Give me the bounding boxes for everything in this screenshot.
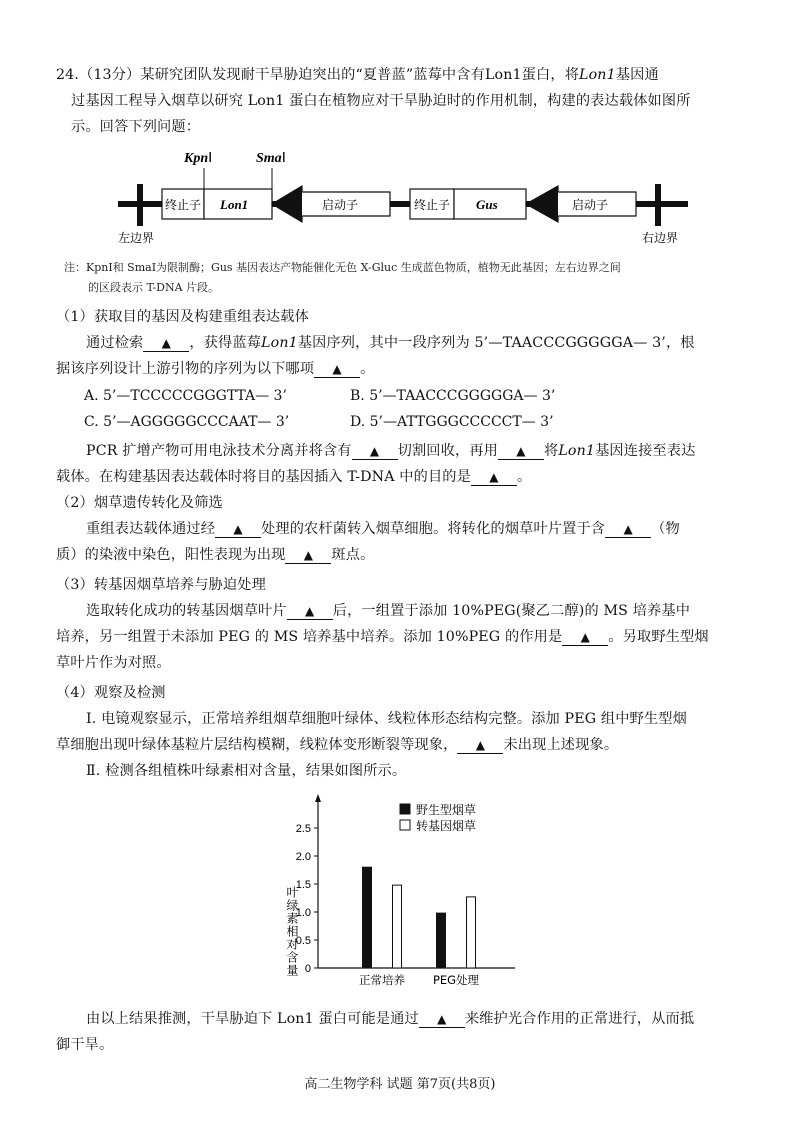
part3-text: 培养，另一组置于未添加 PEG 的 MS 培养基中培养。添加 10%PEG 的作用是 xyxy=(56,629,563,645)
stem-line-3: 示。回答下列问题： xyxy=(71,119,201,135)
y-tick-label: 0 xyxy=(304,963,311,975)
promoter-arrow-2-head xyxy=(526,186,558,222)
sma-label: SmaⅠ xyxy=(256,151,286,166)
part1-text: 将 xyxy=(543,443,559,459)
y-tick-label: 1.5 xyxy=(295,879,311,891)
chlorophyll-chart xyxy=(270,790,530,998)
promoter-label-1: 启动子 xyxy=(322,198,359,212)
lon1-label: Lon1 xyxy=(220,197,249,212)
stem-line-1-tail: 基因通 xyxy=(615,67,659,83)
part1-text: 据该序列设计上游引物的序列为以下哪项 xyxy=(56,361,315,377)
option-b: B. 5’—TAACCCGGGGGA— 3’ xyxy=(350,388,556,404)
part1-heading: （1）获取目的基因及构建重组表达载体 xyxy=(56,309,309,325)
legend-label: 野生型烟草 xyxy=(416,803,477,817)
answer-blank: ▲ xyxy=(287,603,333,620)
answer-blank: ▲ xyxy=(562,629,608,646)
bar-transgenic xyxy=(467,897,476,968)
bar-transgenic xyxy=(393,885,402,968)
expression-vector-diagram xyxy=(110,146,700,250)
part3-heading: （3）转基因烟草培养与胁迫处理 xyxy=(56,577,266,593)
option-d: D. 5’—ATTGGGCCCCCT— 3’ xyxy=(350,414,554,430)
legend-swatch xyxy=(400,804,410,814)
y-axis-label: 叶绿素相对含量 xyxy=(285,886,299,977)
answer-blank: ▲ xyxy=(143,335,189,352)
diagram-note xyxy=(64,258,754,298)
promoter-arrow-1-head xyxy=(272,186,302,222)
part2-line-2 xyxy=(56,542,746,568)
answer-blank: ▲ xyxy=(605,521,651,538)
part-4 xyxy=(56,680,746,784)
kpn-label: KpnⅠ xyxy=(184,151,213,166)
part4-ii-line: Ⅱ. 检测各组植株叶绿素相对含量，结果如图所示。 xyxy=(86,763,407,779)
bar-wild-type xyxy=(437,913,446,968)
part-1 xyxy=(56,304,746,382)
bars xyxy=(363,867,476,968)
gene-name: Lon1 xyxy=(261,335,298,351)
part4-i-line-2 xyxy=(56,732,746,758)
stem-line-1: 24.（13分）某研究团队发现耐干旱胁迫突出的“夏普蓝”蓝莓中含有Lon1蛋白，将 xyxy=(56,67,580,83)
stem-line-2: 过基因工程导入烟草以研究 Lon1 蛋白在植物应对干旱胁迫时的作用机制，构建的表达载体如图所 xyxy=(71,93,691,109)
answer-blank: ▲ xyxy=(457,737,503,754)
y-tick-label: 2.0 xyxy=(295,851,311,863)
terminator-label-2: 终止子 xyxy=(414,198,451,212)
part1-line-3 xyxy=(56,438,746,464)
part1-text: 。 xyxy=(516,469,532,485)
answer-blank: ▲ xyxy=(471,469,517,486)
part3-text: 。另取野生型烟 xyxy=(608,629,709,645)
answer-blank: ▲ xyxy=(352,443,398,460)
gene-name: Lon1 xyxy=(579,67,616,83)
terminator-label-1: 终止子 xyxy=(165,198,202,212)
part3-text: 后，一组置于添加 10%PEG(聚乙二醇)的 MS 培养基中 xyxy=(332,603,691,619)
part1-line-1 xyxy=(56,330,746,356)
legend-label: 转基因烟草 xyxy=(416,819,477,833)
bar-wild-type xyxy=(363,867,372,968)
part1-line-2 xyxy=(56,356,746,382)
answer-blank: ▲ xyxy=(498,443,544,460)
final-text: 来维护光合作用的正常进行，从而抵 xyxy=(464,1011,695,1027)
part1-text: 基因序列，其中一段序列为 5’—TAACCCGGGGGA— 3’，根 xyxy=(297,335,695,351)
part4-i-line-1: Ⅰ. 电镜观察显示，正常培养组烟草细胞叶绿体、线粒体形态结构完整。添加 PEG 组中野生型烟 xyxy=(86,711,687,727)
gus-label: Gus xyxy=(476,197,498,212)
part2-text: 质）的染液中染色，阳性表现为出现 xyxy=(56,547,286,563)
final-text: 由以上结果推测，干旱胁迫下 Lon1 蛋白可能是通过 xyxy=(86,1011,419,1027)
part3-line-3: 草叶片作为对照。 xyxy=(56,655,171,671)
part-3 xyxy=(56,572,746,676)
answer-blank: ▲ xyxy=(285,547,331,564)
part1-text: 载体。在构建基因表达载体时将目的基因插入 T-DNA 中的目的是 xyxy=(56,469,471,485)
part3-line-1 xyxy=(56,598,746,624)
option-c: C. 5’—AGGGGGCCCAAT— 3’ xyxy=(84,414,290,430)
y-axis-arrow xyxy=(315,794,321,802)
gene-name: Lon1 xyxy=(558,443,596,459)
question-stem xyxy=(56,62,746,140)
answer-blank: ▲ xyxy=(215,521,261,538)
part2-line-1 xyxy=(56,516,746,542)
y-ticks xyxy=(296,823,318,975)
x-category-label: 正常培养 xyxy=(359,973,405,987)
page-footer: 高二生物学科 试题 第7页(共8页) xyxy=(304,1077,496,1092)
y-tick-label: 2.5 xyxy=(295,823,311,835)
part4-text: 未出现上述现象。 xyxy=(503,737,619,753)
part1-text: 基因连接至表达 xyxy=(595,443,696,459)
part4-text: 草细胞出现叶绿体基粒片层结构模糊，线粒体变形断裂等现象， xyxy=(56,737,458,753)
part2-text: 处理的农杆菌转入烟草细胞。将转化的烟草叶片置于含 xyxy=(261,521,606,537)
part1-line-4 xyxy=(56,464,746,490)
right-border-label: 右边界 xyxy=(642,231,679,245)
part2-heading: （2）烟草遗传转化及筛选 xyxy=(56,495,223,511)
note-line-2: 的区段表示 T-DNA 片段。 xyxy=(88,281,220,294)
part3-line-2 xyxy=(56,624,746,650)
option-a: A. 5’—TCCCCCGGGTTA— 3’ xyxy=(84,388,287,404)
x-category-label: PEG处理 xyxy=(432,973,480,987)
y-tick-label: 1.0 xyxy=(295,907,311,919)
part2-text: 重组表达载体通过经 xyxy=(86,521,216,537)
final-line-2: 御干旱。 xyxy=(56,1037,114,1053)
part2-text: 斑点。 xyxy=(331,547,375,563)
final-line-1 xyxy=(56,1006,746,1032)
legend-swatch xyxy=(400,820,410,830)
promoter-label-2: 启动子 xyxy=(572,198,609,212)
answer-blank: ▲ xyxy=(314,361,360,378)
part4-heading: （4）观察及检测 xyxy=(56,685,166,701)
note-line-1: 注：KpnⅠ和 SmaⅠ为限制酶；Gus 基因表达产物能催化无色 X-Gluc 生成蓝色物质，植物无此基因；左右边界之间 xyxy=(64,261,621,274)
part1-text: 切割回收，再用 xyxy=(397,443,498,459)
legend xyxy=(400,802,476,833)
part-1-cont xyxy=(56,438,746,490)
part1-text: PCR 扩增产物可用电泳技术分离并将含有 xyxy=(86,443,352,459)
final-paragraph xyxy=(56,1006,746,1058)
y-tick-label: 0.5 xyxy=(295,935,311,947)
part1-text: 通过检索 xyxy=(86,335,144,351)
x-labels xyxy=(359,973,480,987)
left-border-label: 左边界 xyxy=(118,231,155,245)
part1-text: 。 xyxy=(360,361,375,377)
answer-blank: ▲ xyxy=(419,1011,465,1028)
part1-text: ，获得蓝莓 xyxy=(189,335,262,351)
part-2 xyxy=(56,490,746,568)
part2-text: （物 xyxy=(651,521,680,537)
part3-text: 选取转化成功的转基因烟草叶片 xyxy=(86,603,287,619)
